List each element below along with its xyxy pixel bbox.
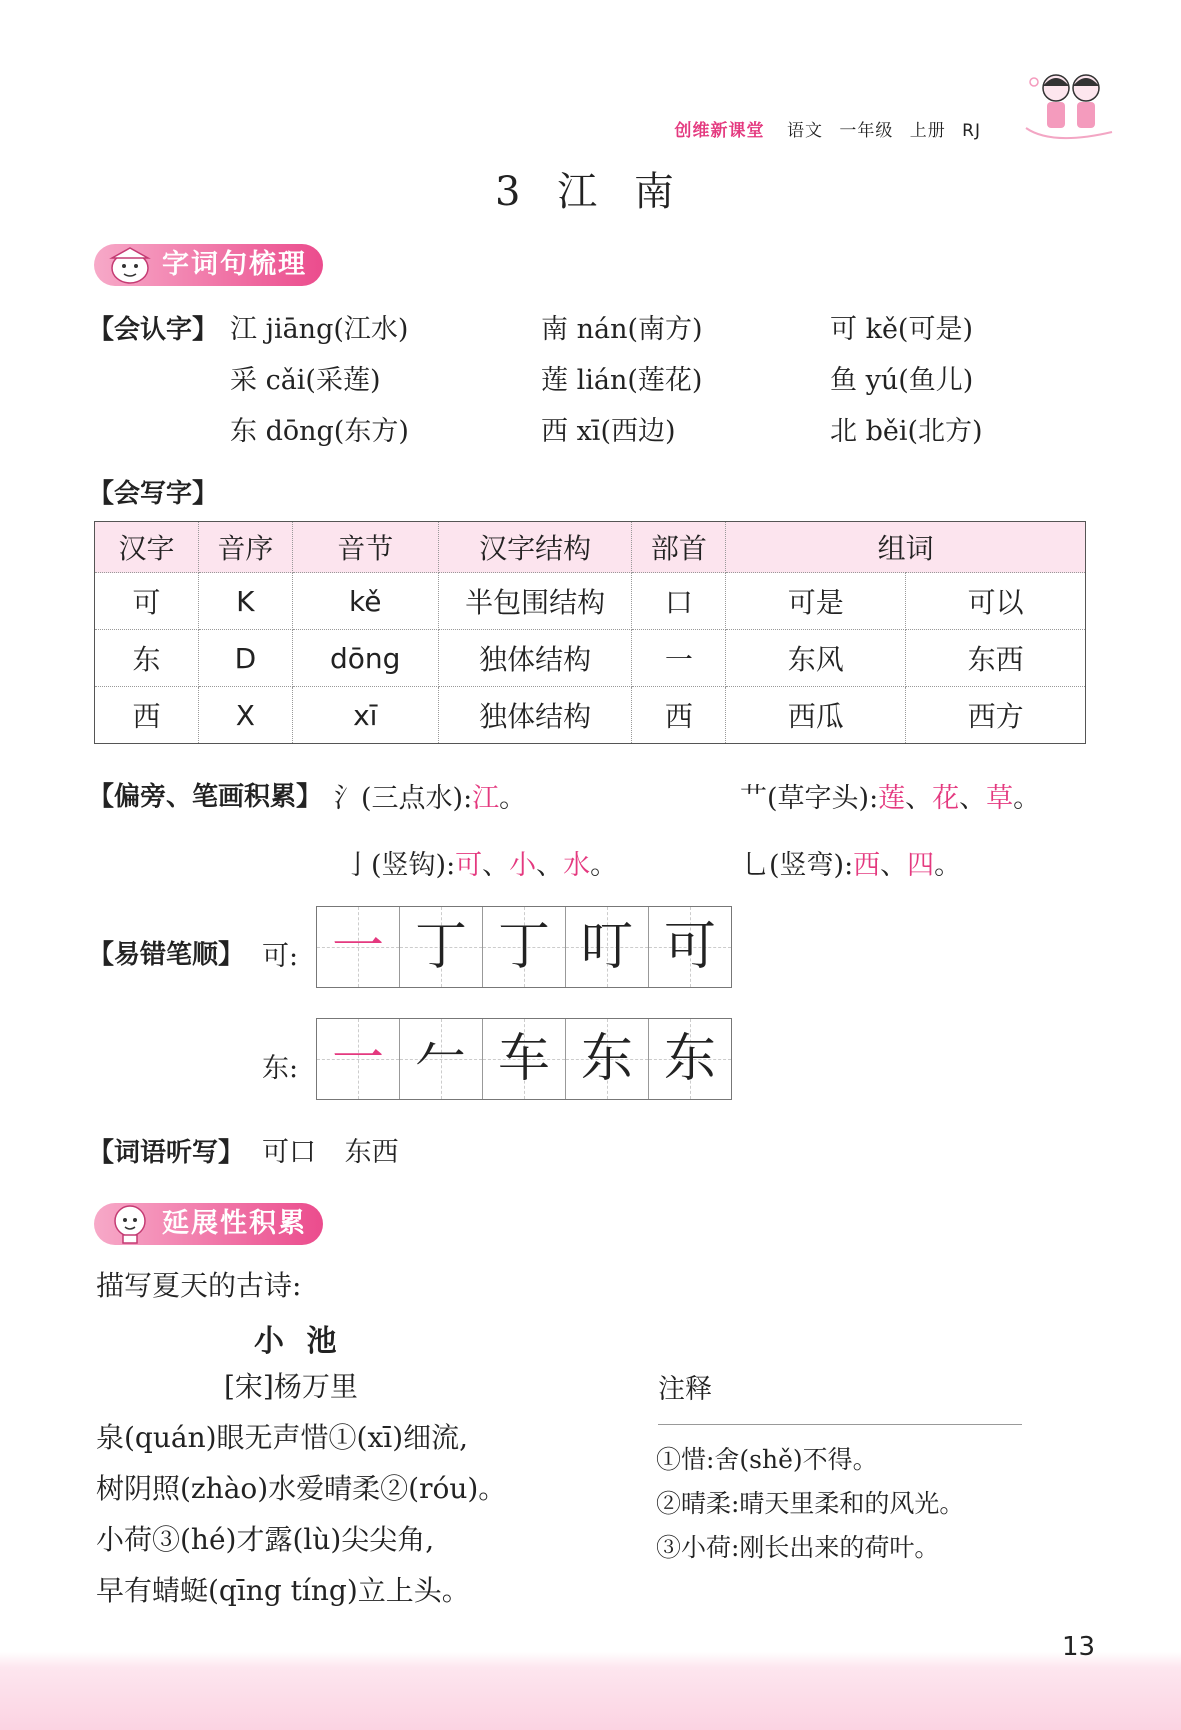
radical-example: 可 <box>455 850 483 881</box>
recognize-item: 北 běi(北方) <box>830 416 983 447</box>
radical-name: 乚(竖弯): <box>742 850 854 881</box>
table-cell: 东风 <box>726 630 906 687</box>
radical-example: 西 <box>853 850 881 881</box>
table-cell: X <box>198 687 292 744</box>
table-header: 部首 <box>632 522 726 573</box>
recognize-item: 江 jiāng(江水) <box>230 314 409 345</box>
poem-author: [宋]杨万里 <box>224 1370 358 1403</box>
grade: 一年级 <box>839 121 894 141</box>
radical-name: 艹(草字头): <box>740 783 879 814</box>
stroke-step: 丁 <box>400 907 483 987</box>
table-cell: 可 <box>95 573 199 630</box>
radical-example: 小 <box>509 850 537 881</box>
recognize-label: 【会认字】 <box>88 315 219 345</box>
write-label: 【会写字】 <box>88 479 219 509</box>
table-cell: 西 <box>632 687 726 744</box>
radical-entry: 艹(草字头):莲、花、草。 <box>740 783 1041 814</box>
table-header: 组词 <box>726 522 1086 573</box>
stroke-step: 𠂉 <box>400 1019 483 1099</box>
stroke-step: 一 <box>317 1019 400 1099</box>
section-title: 延展性积累 <box>162 1208 307 1239</box>
stroke-char-label: 可: <box>262 941 299 972</box>
recognize-item: 采 cǎi(采莲) <box>230 365 381 396</box>
radical-example: 草 <box>986 783 1014 814</box>
table-cell: 口 <box>632 573 726 630</box>
radical-example: 江 <box>472 783 500 814</box>
stroke-step: 叮 <box>566 907 649 987</box>
table-cell: K <box>198 573 292 630</box>
table-cell: 半包围结构 <box>438 573 632 630</box>
table-row <box>95 630 1086 687</box>
table-cell: 一 <box>632 630 726 687</box>
stroke-step: 可 <box>649 907 731 987</box>
note-item: ③小荷:刚长出来的荷叶。 <box>656 1533 940 1562</box>
stroke-step: 车 <box>483 1019 566 1099</box>
poem-line: 泉(quán)眼无声惜①(xī)细流, <box>96 1421 469 1454</box>
section-title: 字词句梳理 <box>162 249 307 280</box>
stroke-step: 东 <box>649 1019 731 1099</box>
radical-example: 四 <box>907 850 935 881</box>
table-cell: 西方 <box>906 687 1086 744</box>
table-cell: D <box>198 630 292 687</box>
table-cell: 西 <box>95 687 199 744</box>
radical-example: 莲 <box>878 783 906 814</box>
stroke-grid-dong <box>316 1018 732 1100</box>
radicals-label: 【偏旁、笔画积累】 <box>88 782 323 812</box>
radical-example: 水 <box>563 850 591 881</box>
table-cell: 可是 <box>726 573 906 630</box>
stroke-step: 一 <box>317 907 400 987</box>
poem-line: 树阴照(zhào)水爱晴柔②(róu)。 <box>96 1472 507 1505</box>
radical-name: 氵(三点水): <box>334 783 473 814</box>
recognize-item: 西 xī(西边) <box>541 416 676 447</box>
notes-divider <box>658 1424 1022 1425</box>
table-cell: xī <box>292 687 438 744</box>
running-header <box>675 116 991 141</box>
section-heading-vocabulary <box>94 244 323 286</box>
brand-name: 创维新课堂 <box>674 121 765 141</box>
poem-line: 小荷③(hé)才露(lù)尖尖角, <box>96 1523 435 1556</box>
stroke-step: 东 <box>566 1019 649 1099</box>
table-cell: 独体结构 <box>438 630 632 687</box>
stroke-grid-ke <box>316 906 732 988</box>
table-header: 汉字结构 <box>438 522 632 573</box>
page-number: 13 <box>1062 1632 1096 1662</box>
table-header: 音序 <box>198 522 292 573</box>
bulb-mascot-icon <box>100 1203 158 1245</box>
table-cell: 可以 <box>906 573 1086 630</box>
kids-mascot-icon <box>1022 68 1118 150</box>
poem-line: 早有蜻蜓(qīng tíng)立上头。 <box>96 1574 470 1607</box>
volume: 上册 <box>909 121 946 141</box>
radical-example: 花 <box>932 783 960 814</box>
recognize-item: 莲 lián(莲花) <box>541 365 703 396</box>
edition: RJ <box>962 121 981 141</box>
footer-band <box>0 1652 1181 1730</box>
stroke-step: 丁 <box>483 907 566 987</box>
table-cell: dōng <box>292 630 438 687</box>
recognize-item: 可 kě(可是) <box>830 314 973 345</box>
radical-name: 亅(竖钩): <box>344 850 456 881</box>
table-cell: 西瓜 <box>726 687 906 744</box>
note-item: ①惜:舍(shě)不得。 <box>656 1445 878 1474</box>
table-cell: 独体结构 <box>438 687 632 744</box>
table-header: 汉字 <box>95 522 199 573</box>
stroke-char-label: 东: <box>262 1053 299 1084</box>
table-cell: 东 <box>95 630 199 687</box>
poem-intro: 描写夏天的古诗: <box>96 1269 302 1302</box>
pencil-mascot-icon <box>100 244 158 286</box>
table-cell: 东西 <box>906 630 1086 687</box>
subject: 语文 <box>786 121 823 141</box>
dictation-words: 可口 东西 <box>262 1137 399 1168</box>
lesson-title: 3 江 南 <box>495 169 686 215</box>
table-row <box>95 573 1086 630</box>
notes-title: 注释 <box>658 1374 712 1405</box>
poem-title: 小 池 <box>254 1324 343 1359</box>
section-heading-extension <box>94 1203 323 1245</box>
table-cell: kě <box>292 573 438 630</box>
dictation-label: 【词语听写】 <box>88 1138 245 1168</box>
write-table <box>94 521 1086 744</box>
recognize-item: 东 dōng(东方) <box>230 416 409 447</box>
table-header-row <box>95 522 1086 573</box>
recognize-item: 南 nán(南方) <box>541 314 703 345</box>
note-item: ②晴柔:晴天里柔和的风光。 <box>656 1489 965 1518</box>
radical-entry: 亅(竖钩):可、小、水。 <box>344 850 618 881</box>
radical-entry: 氵(三点水):江。 <box>334 783 527 814</box>
radical-entry: 乚(竖弯):西、四。 <box>742 850 962 881</box>
table-row <box>95 687 1086 744</box>
table-header: 音节 <box>292 522 438 573</box>
recognize-item: 鱼 yú(鱼儿) <box>830 365 974 396</box>
stroke-order-label: 【易错笔顺】 <box>88 940 245 970</box>
